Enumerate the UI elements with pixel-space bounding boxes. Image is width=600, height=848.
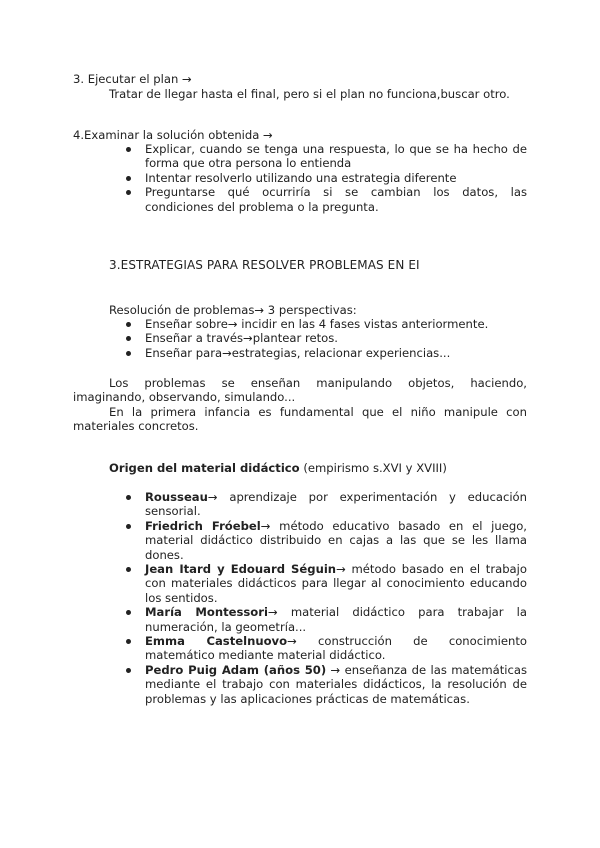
execute-plan-text: Tratar de llegar hasta el final, pero si el plan no funciona,buscar otro. <box>109 87 510 101</box>
list-item <box>145 562 527 605</box>
list-item: Preguntarse qué ocurriría si se cambian los datos, las condiciones del problema o la pregunta. <box>145 185 527 214</box>
paragraph-childhood: En la primera infancia es fundamental que el niño manipule con materiales concretos. <box>73 405 527 434</box>
execute-plan-title: 3. Ejecutar el plan → <box>73 72 192 86</box>
list-item <box>145 490 527 519</box>
list-item: Intentar resolverlo utilizando una estrategia diferente <box>145 171 527 185</box>
list-item <box>145 605 527 634</box>
author-description: → método educativo basado en el juego, material didáctico distribuido en cajas a las que se les llama dones. <box>145 518 527 562</box>
list-item: Explicar, cuando se tenga una respuesta, lo que se ha hecho de forma que otra persona lo entienda <box>145 142 527 171</box>
origin-heading <box>109 461 447 475</box>
list-item: Enseñar para→estrategias, relacionar experiencias... <box>145 346 527 360</box>
author-name: María Montessori <box>145 605 268 620</box>
author-name: Rousseau <box>145 490 208 504</box>
author-name: Jean Itard y Edouard Séguin <box>145 562 337 577</box>
author-name: Emma Castelnuovo <box>145 634 288 649</box>
origin-title: Origen del material didáctico <box>109 461 300 475</box>
author-description: → material didáctico para trabajar la numeración, la geometría... <box>145 605 527 634</box>
list-item: Enseñar sobre→ incidir en las 4 fases vistas anteriormente. <box>145 317 527 331</box>
author-description: → método basado en el trabajo con materiales didácticos para llegar al conocimiento educando los sentidos. <box>145 562 527 605</box>
examine-solution-title: 4.Examinar la solución obtenida → <box>73 128 273 142</box>
author-name: Pedro Puig Adam (años 50) <box>145 662 327 677</box>
perspectives-intro: Resolución de problemas→ 3 perspectivas: <box>109 303 357 317</box>
paragraph-problems: Los problemas se enseñan manipulando objetos, haciendo, imaginando, observando, simulando... <box>73 376 527 405</box>
author-description: → aprendizaje por experimentación y educación sensorial. <box>145 490 527 519</box>
origin-list <box>145 490 527 706</box>
list-item: Enseñar a través→plantear retos. <box>145 331 527 345</box>
author-description: → enseñanza de las matemáticas mediante el trabajo con materiales didácticos, la resolución de problemas y las aplicaciones prácticas de matemáticas. <box>145 662 528 706</box>
perspectives-list <box>145 317 527 360</box>
origin-subtitle: (empirismo s.XVI y XVIII) <box>299 461 447 475</box>
author-description: → construcción de conocimiento matemático mediante material didáctico. <box>145 634 527 663</box>
author-name: Friedrich Fróebel <box>145 518 261 533</box>
examine-solution-list <box>145 142 527 214</box>
list-item <box>145 634 527 663</box>
list-item <box>145 663 527 706</box>
list-item <box>145 519 527 562</box>
section-heading: 3.ESTRATEGIAS PARA RESOLVER PROBLEMAS EN EI <box>109 258 420 272</box>
